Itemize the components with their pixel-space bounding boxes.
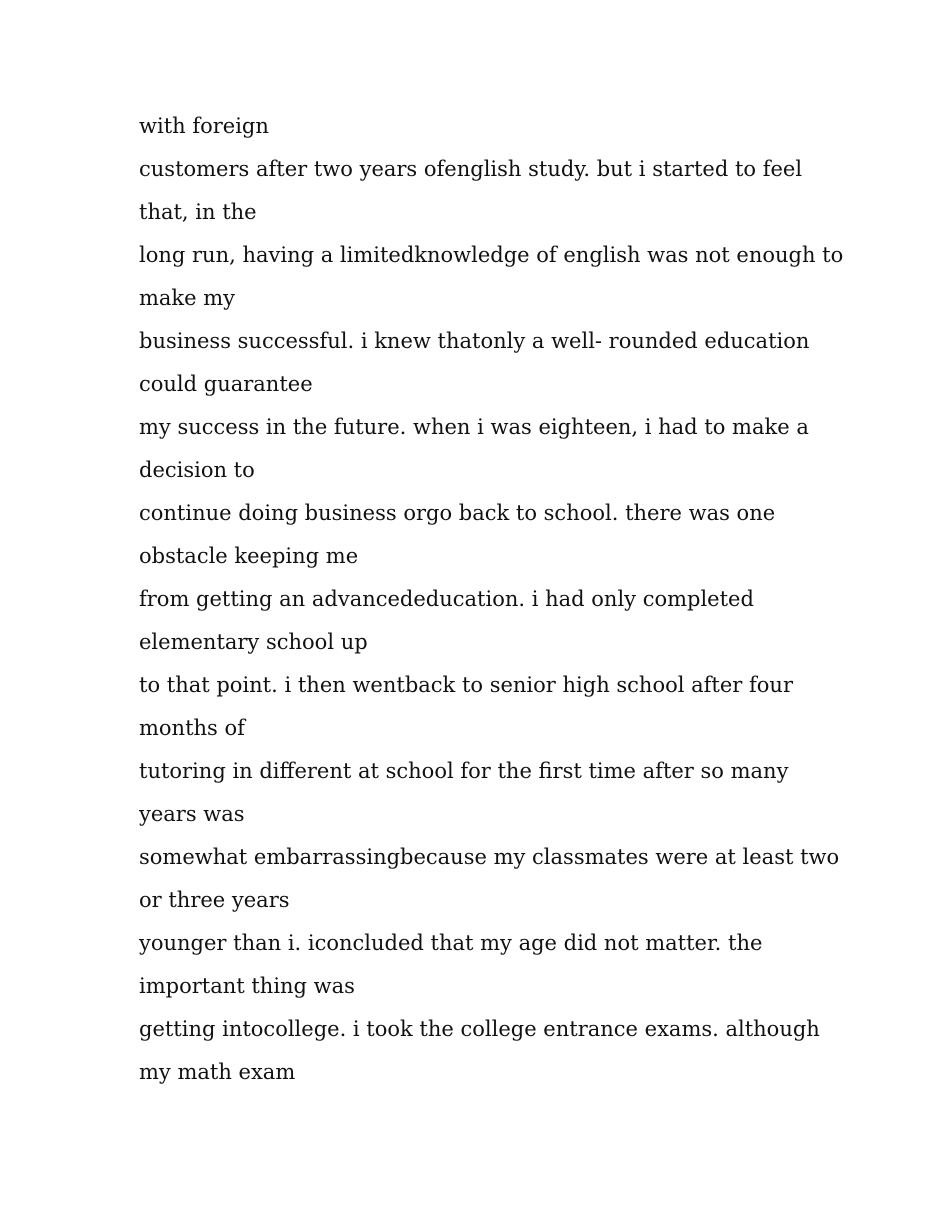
text-line: from getting an advancededucation. i had only completed <box>139 587 754 611</box>
text-line: or three years <box>139 888 290 912</box>
text-line: months of <box>139 716 245 740</box>
text-line: to that point. i then wentback to senior high school after four <box>139 673 793 697</box>
text-line: younger than i. iconcluded that my age did not matter. the <box>139 931 763 955</box>
text-line: my success in the future. when i was eighteen, i had to make a <box>139 415 809 439</box>
text-line: obstacle keeping me <box>139 544 359 568</box>
text-line: my math exam <box>139 1060 296 1084</box>
text-line: long run, having a limitedknowledge of english was not enough to <box>139 243 844 267</box>
text-line: customers after two years ofenglish study. but i started to feel <box>139 157 803 181</box>
text-line: could guarantee <box>139 372 313 396</box>
text-line: tutoring in different at school for the first time after so many <box>139 759 789 783</box>
text-line: elementary school up <box>139 630 368 654</box>
text-line: important thing was <box>139 974 355 998</box>
text-line: decision to <box>139 458 255 482</box>
text-line: continue doing business orgo back to school. there was one <box>139 501 776 525</box>
text-line: years was <box>139 802 245 826</box>
body-text <box>139 105 844 1094</box>
text-line: business successful. i knew thatonly a well- rounded education <box>139 329 810 353</box>
text-line: make my <box>139 286 236 310</box>
text-line: somewhat embarrassingbecause my classmates were at least two <box>139 845 840 869</box>
text-line: that, in the <box>139 200 257 224</box>
text-line: getting intocollege. i took the college entrance exams. although <box>139 1017 820 1041</box>
text-line: with foreign <box>139 114 269 138</box>
